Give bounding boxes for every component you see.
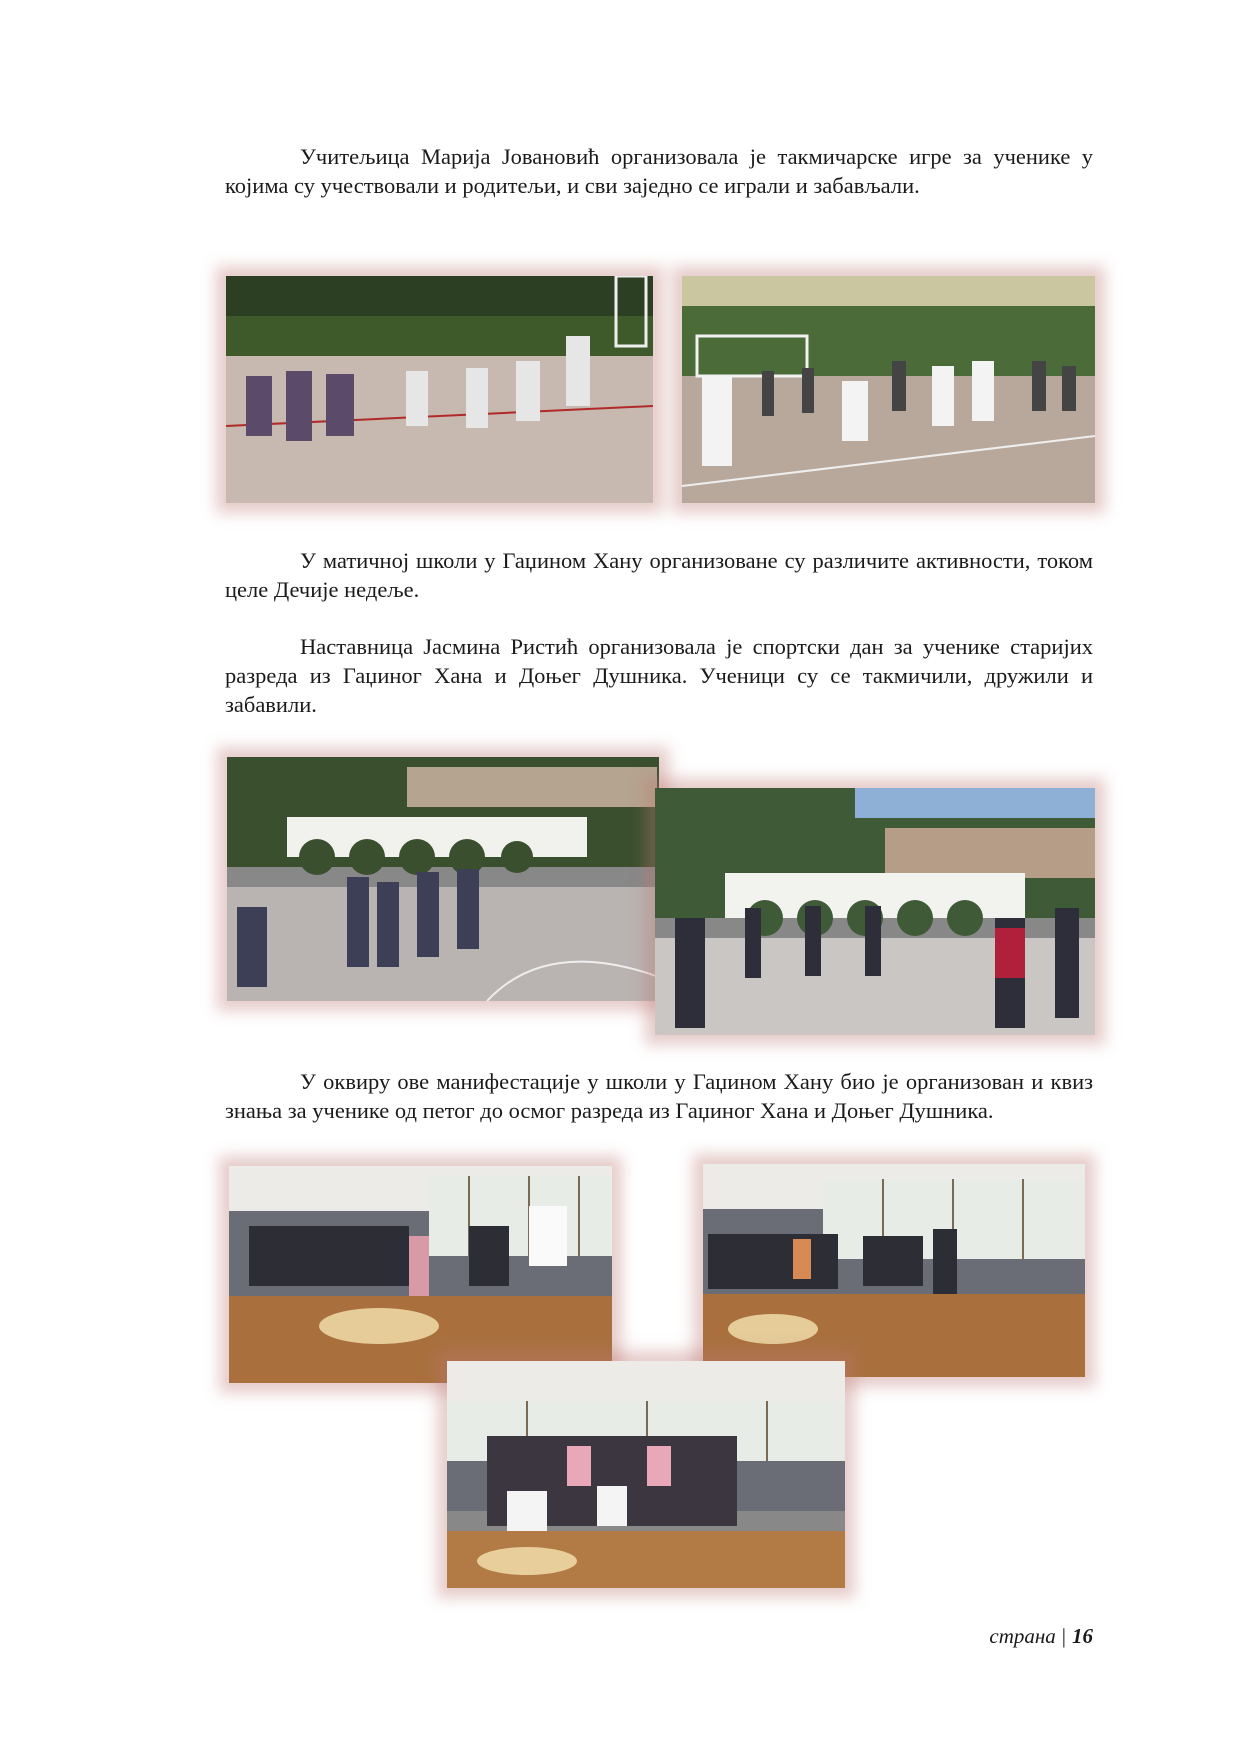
paragraph-knowledge-quiz: У оквиру ове манифестације у школи у Гаџином Хану био је организован и квиз знања за ученике од петог до осмог разреда из Гаџиног Хана и Доњег Душника.	[225, 1069, 1093, 1123]
page-label: страна	[989, 1624, 1056, 1648]
tug-of-war-outdoor-photo	[226, 276, 653, 503]
sports-day-courtyard-photo	[227, 757, 659, 1001]
sack-race-photo	[682, 276, 1095, 503]
page-number: 16	[1072, 1624, 1093, 1648]
paragraph-sports-day: Наставница Јасмина Ристић организовала је спортски дан за ученике старијих разреда из Гаџиног Хана и Доњег Душника. Ученици су се такмичили, дружили и забавили.	[225, 634, 1093, 717]
page-footer	[989, 1624, 1093, 1649]
quiz-group-photo	[447, 1361, 845, 1588]
footer-separator: |	[1061, 1624, 1066, 1648]
quiz-hall-photo-right	[703, 1164, 1085, 1377]
paragraph-teacher-games: Учитељица Марија Јовановић организовала је такмичарске игре за ученике у којима су учествовали и родитељи, и сви заједно се играли и забављали.	[225, 144, 1093, 198]
paragraph-childrens-week: У матичној школи у Гаџином Хану организоване су различите активности, током целе Дечије недеље.	[225, 548, 1093, 602]
quiz-hall-photo-left	[229, 1166, 612, 1383]
sports-day-arcade-photo	[655, 788, 1095, 1035]
